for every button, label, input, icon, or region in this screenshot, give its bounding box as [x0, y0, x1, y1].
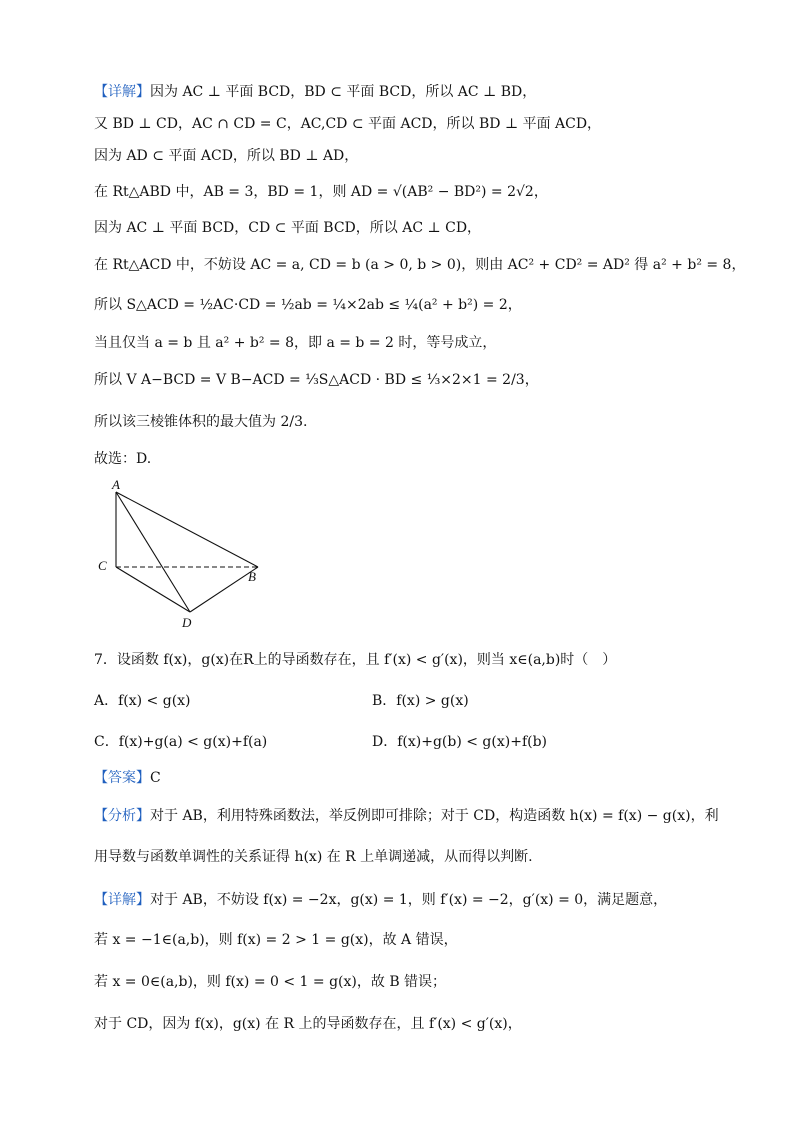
solution-line-10: 所以该三棱锥体积的最大值为 2/3.	[94, 414, 308, 430]
detail-tag: 【详解】	[94, 84, 150, 100]
tetrahedron-figure	[90, 475, 280, 635]
answer-tag: 【答案】	[94, 770, 150, 786]
solution-line-5: 因为 AC ⊥ 平面 BCD，CD ⊂ 平面 BCD，所以 AC ⊥ CD，	[94, 220, 482, 236]
detail-line-1: 【详解】对于 AB，不妨设 f(x) = −2x，g(x) = 1，则 f′(x) = −2，g′(x) = 0，满足题意，	[94, 892, 668, 908]
option-a: A．f(x) < g(x)	[94, 693, 191, 709]
edge-AB	[116, 492, 258, 567]
detail-line-4: 对于 CD，因为 f(x)，g(x) 在 R 上的导函数存在，且 f′(x) < g′(x)，	[94, 1016, 522, 1032]
analysis-line-1: 【分析】对于 AB，利用特殊函数法，举反例即可排除；对于 CD，构造函数 h(x) = f(x) − g(x)，利	[94, 808, 719, 824]
edge-AD	[116, 492, 190, 612]
solution-line-6: 在 Rt△ACD 中，不妨设 AC = a, CD = b (a > 0, b > 0)，则由 AC² + CD² = AD² 得 a² + b² = 8，	[94, 257, 746, 273]
detail-line-2: 若 x = −1∈(a,b)，则 f(x) = 2 > 1 = g(x)，故 A 错误，	[94, 932, 458, 948]
solution-line-1: 【详解】因为 AC ⊥ 平面 BCD，BD ⊂ 平面 BCD，所以 AC ⊥ BD，	[94, 84, 537, 100]
solution-line-11: 故选：D.	[94, 451, 152, 467]
solution-line-8: 当且仅当 a = b 且 a² + b² = 8，即 a = b = 2 时，等号成立，	[94, 335, 497, 351]
solution-line-4: 在 Rt△ABD 中，AB = 3，BD = 1，则 AD = √(AB² − BD²) = 2√2，	[94, 184, 548, 200]
vertex-label-C: C	[98, 558, 107, 573]
vertex-label-A: A	[112, 477, 120, 492]
option-c: C．f(x)+g(a) < g(x)+f(a)	[94, 734, 268, 750]
vertex-label-D: D	[182, 615, 192, 630]
detail-tag-q7: 【详解】	[94, 892, 150, 908]
solution-line-9: 所以 V A−BCD = V B−ACD = ⅓S△ACD · BD ≤ ⅓×2×1 = 2/3，	[94, 372, 539, 388]
edge-CD	[116, 567, 190, 612]
detail-line-3: 若 x = 0∈(a,b)，则 f(x) = 0 < 1 = g(x)，故 B 错误；	[94, 974, 447, 990]
option-d: D．f(x)+g(b) < g(x)+f(b)	[372, 734, 548, 750]
vertex-label-B: B	[248, 569, 256, 584]
solution-line-2: 又 BD ⊥ CD，AC ∩ CD = C，AC,CD ⊂ 平面 ACD，所以 BD ⊥ 平面 ACD，	[94, 116, 602, 132]
analysis-line-2: 用导数与函数单调性的关系证得 h(x) 在 R 上单调递减，从而得以判断.	[94, 849, 533, 865]
answer-line: 【答案】C	[94, 770, 161, 786]
analysis-tag: 【分析】	[94, 808, 150, 824]
solution-line-3: 因为 AD ⊂ 平面 ACD，所以 BD ⊥ AD，	[94, 148, 359, 164]
solution-line-7: 所以 S△ACD = ½AC·CD = ½ab = ¼×2ab ≤ ¼(a² + b²) = 2，	[94, 297, 522, 313]
q7-stem: 7．设函数 f(x)，g(x)在R上的导函数存在，且 f′(x) < g′(x)，则当 x∈(a,b)时（ ）	[94, 652, 617, 668]
option-b: B．f(x) > g(x)	[372, 693, 469, 709]
